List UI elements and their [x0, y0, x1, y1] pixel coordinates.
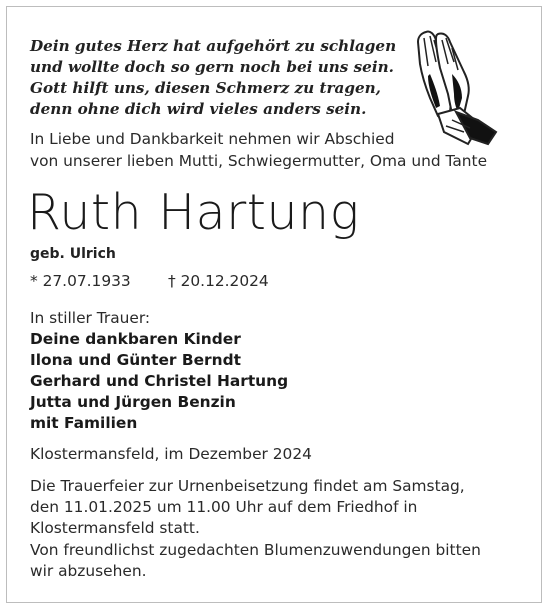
mourners-heading: In stiller Trauer:	[30, 309, 151, 327]
deceased-name: Ruth Hartung	[27, 184, 360, 241]
intro-line: In Liebe und Dankbarkeit nehmen wir Abschied	[30, 130, 395, 148]
birth-date: * 27.07.1933	[30, 272, 131, 290]
notice-line: Die Trauerfeier zur Urnenbeisetzung findet am Samstag,	[30, 477, 465, 495]
notice-line: den 11.01.2025 um 11.00 Uhr auf dem Friedhof in	[30, 498, 418, 517]
place-date: Klostermansfeld, im Dezember 2024	[30, 445, 312, 463]
notice-line: Von freundlichst zugedachten Blumenzuwendungen bitten	[30, 540, 481, 559]
death-date: † 20.12.2024	[168, 272, 269, 290]
mourner-line: mit Familien	[30, 414, 138, 432]
poem-line: denn ohne dich wird vieles anders sein.	[30, 100, 367, 118]
intro-line: von unserer lieben Mutti, Schwiegermutter, Oma und Tante	[30, 152, 488, 170]
poem	[30, 36, 396, 120]
notice-line: Klostermansfeld statt.	[30, 519, 200, 538]
mourners-block	[30, 308, 288, 434]
mourner-line: Ilona und Günter Berndt	[30, 351, 241, 369]
funeral-notice	[30, 476, 481, 582]
mourner-line: Jutta und Jürgen Benzin	[30, 393, 236, 411]
maiden-name: geb. Ulrich	[30, 246, 116, 262]
poem-line: Gott hilft uns, diesen Schmerz zu tragen,	[30, 79, 381, 97]
intro-text	[30, 128, 487, 172]
mourner-line: Deine dankbaren Kinder	[30, 330, 241, 348]
mourner-line: Gerhard und Christel Hartung	[30, 372, 289, 390]
life-dates	[30, 270, 269, 292]
notice-line: wir abzusehen.	[30, 561, 147, 580]
poem-line: und wollte doch so gern noch bei uns sein.	[30, 58, 394, 76]
poem-line: Dein gutes Herz hat aufgehört zu schlagen	[30, 37, 397, 55]
